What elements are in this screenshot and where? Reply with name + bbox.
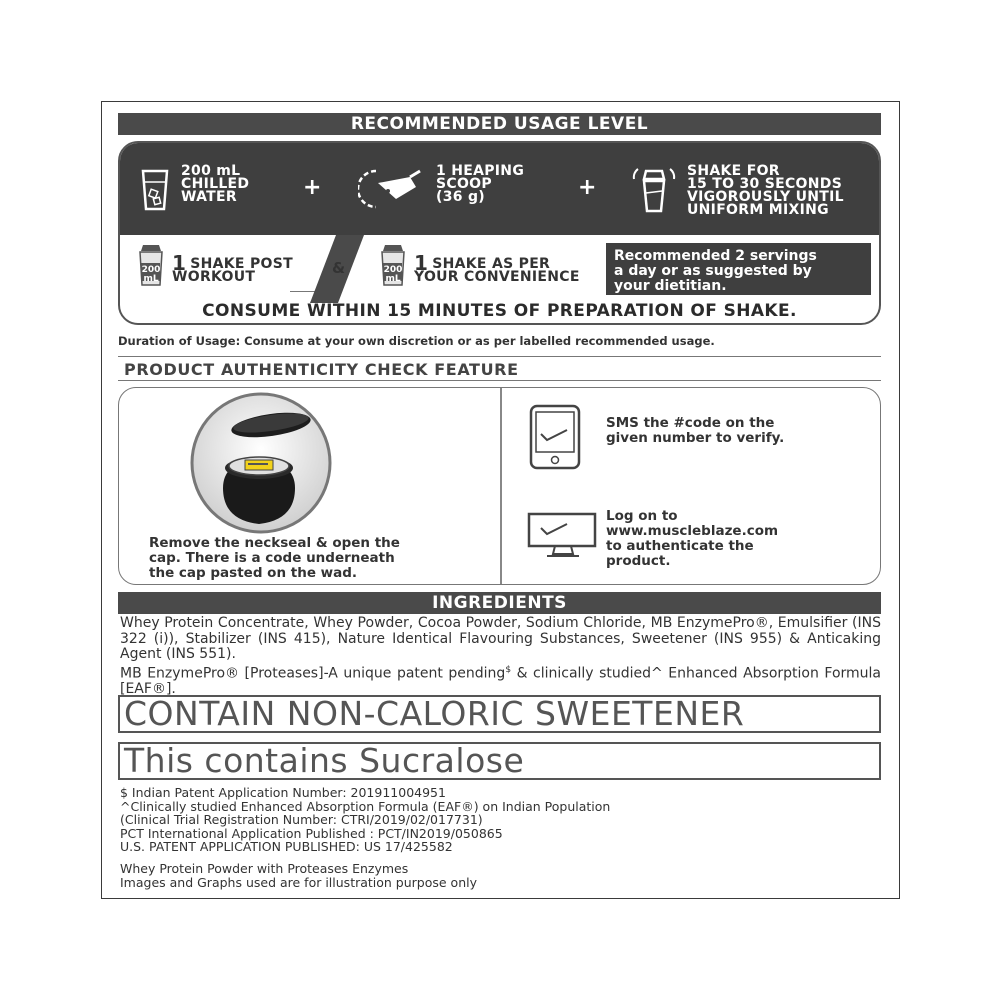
step-water-line: CHILLED [181, 176, 250, 192]
ingredients-text [120, 616, 881, 697]
footnote-line: PCT International Application Published : PCT/IN2019/050865 [120, 825, 503, 841]
step-water [181, 165, 249, 204]
usage-box [118, 141, 881, 325]
shaker-volume-label [383, 266, 403, 284]
plus-sign: + [303, 175, 322, 200]
recommend-line: your dietitian. [614, 278, 727, 294]
footnote-line: ^Clinically studied Enhanced Absorption Formula (EAF®) on Indian Population [120, 798, 611, 814]
caption-line: the cap pasted on the wad. [149, 565, 358, 581]
divider-line [118, 380, 881, 381]
shaker-icon [632, 163, 676, 215]
patent-mark: $ [505, 664, 512, 675]
footnote-line: $ Indian Patent Application Number: 201911004951 [120, 785, 446, 800]
shake-post-workout [172, 251, 293, 285]
authenticity-box [118, 387, 881, 585]
sms-line: SMS the #code on the [606, 415, 775, 431]
duration-of-usage: Duration of Usage: Consume at your own discretion or as per labelled recommended usage. [118, 334, 715, 348]
scoop-icon [358, 165, 422, 213]
step-scoop-line: SCOOP [436, 176, 492, 192]
footnote-line: Whey Protein Powder with Proteases Enzymes [120, 861, 409, 876]
usage-title-bar: RECOMMENDED USAGE LEVEL [118, 113, 881, 135]
authenticity-caption [149, 536, 400, 581]
step-scoop-line: (36 g) [436, 189, 485, 205]
product-footnotes [120, 862, 477, 889]
patent-footnotes [120, 786, 610, 854]
step-shake-line: VIGOROUSLY UNTIL [687, 189, 844, 205]
mobile-phone-icon [529, 404, 581, 470]
shake-convenience [414, 251, 580, 285]
enzymepro-note [120, 663, 881, 698]
sms-instruction [606, 416, 784, 446]
shake-line: SHAKE POST [190, 256, 293, 272]
step-shake [687, 165, 844, 217]
jar-cap-icon [185, 392, 337, 534]
sms-line: given number to verify. [606, 430, 785, 446]
shake-line: SHAKE AS PER [432, 256, 551, 272]
caption-line: Remove the neckseal & open the [149, 535, 400, 551]
step-water-line: 200 mL [181, 163, 241, 179]
ampersand: & [332, 259, 346, 277]
web-instruction [606, 509, 778, 569]
enzymepro-text: & clinically studied^ Enhanced Absorption Formula [EAF®]. [120, 665, 881, 697]
shaker-volume-label [141, 266, 161, 284]
footnote-line: (Clinical Trial Registration Number: CTRI/2019/02/017731) [120, 812, 483, 827]
step-water-line: WATER [181, 189, 237, 205]
step-shake-line: SHAKE FOR [687, 163, 780, 179]
shaker-volume-unit: mL [143, 274, 159, 284]
shake-count: 1 [414, 251, 429, 275]
step-shake-line: UNIFORM MIXING [687, 202, 829, 218]
recommend-line: Recommended 2 servings [614, 248, 817, 264]
non-caloric-sweetener-warning: CONTAIN NON-CALORIC SWEETENER [118, 695, 881, 733]
web-url[interactable]: www.muscleblaze.com [606, 523, 779, 539]
web-line: to authenticate the [606, 538, 754, 554]
shaker-volume-value: 200 [383, 265, 403, 275]
recommend-line: a day or as suggested by [614, 263, 812, 279]
computer-monitor-icon [527, 512, 599, 558]
shake-count: 1 [172, 251, 187, 275]
footnote-line: Images and Graphs used are for illustration purpose only [120, 874, 478, 890]
shake-line: WORKOUT [172, 269, 256, 285]
enzymepro-text: MB EnzymePro® [Proteases]-A unique patent pending [120, 665, 506, 682]
shaker-volume-unit: mL [385, 274, 401, 284]
ingredients-title-bar: INGREDIENTS [118, 592, 881, 614]
step-shake-line: 15 TO 30 SECONDS [687, 176, 843, 192]
authenticity-title: PRODUCT AUTHENTICITY CHECK FEATURE [124, 360, 519, 379]
caption-line: cap. There is a code underneath [149, 550, 395, 566]
water-glass-icon [140, 168, 170, 212]
sucralose-warning: This contains Sucralose [118, 742, 881, 780]
step-scoop [436, 165, 524, 204]
ingredients-list: Whey Protein Concentrate, Whey Powder, Cocoa Powder, Sodium Chloride, MB EnzymePro®, Emulsifier (INS 322 (i)), Stabilizer (INS 415), Nature Identical Flavouring Substances, Sweetener (INS 955) & Anticaking Agent (INS 551). [120, 615, 881, 662]
usage-steps-panel [120, 143, 879, 235]
divider-line [118, 356, 881, 357]
web-line: Log on to [606, 508, 678, 524]
consume-notice: CONSUME WITHIN 15 MINUTES OF PREPARATION OF SHAKE. [202, 301, 797, 321]
shaker-volume-value: 200 [141, 265, 161, 275]
plus-sign: + [578, 175, 597, 200]
shake-line: YOUR CONVENIENCE [414, 269, 580, 285]
recommended-servings-box [606, 243, 871, 295]
footnote-line: U.S. PATENT APPLICATION PUBLISHED: US 17/425582 [120, 839, 453, 854]
web-line: product. [606, 553, 671, 569]
column-divider [500, 388, 502, 584]
step-scoop-line: 1 HEAPING [436, 163, 525, 179]
